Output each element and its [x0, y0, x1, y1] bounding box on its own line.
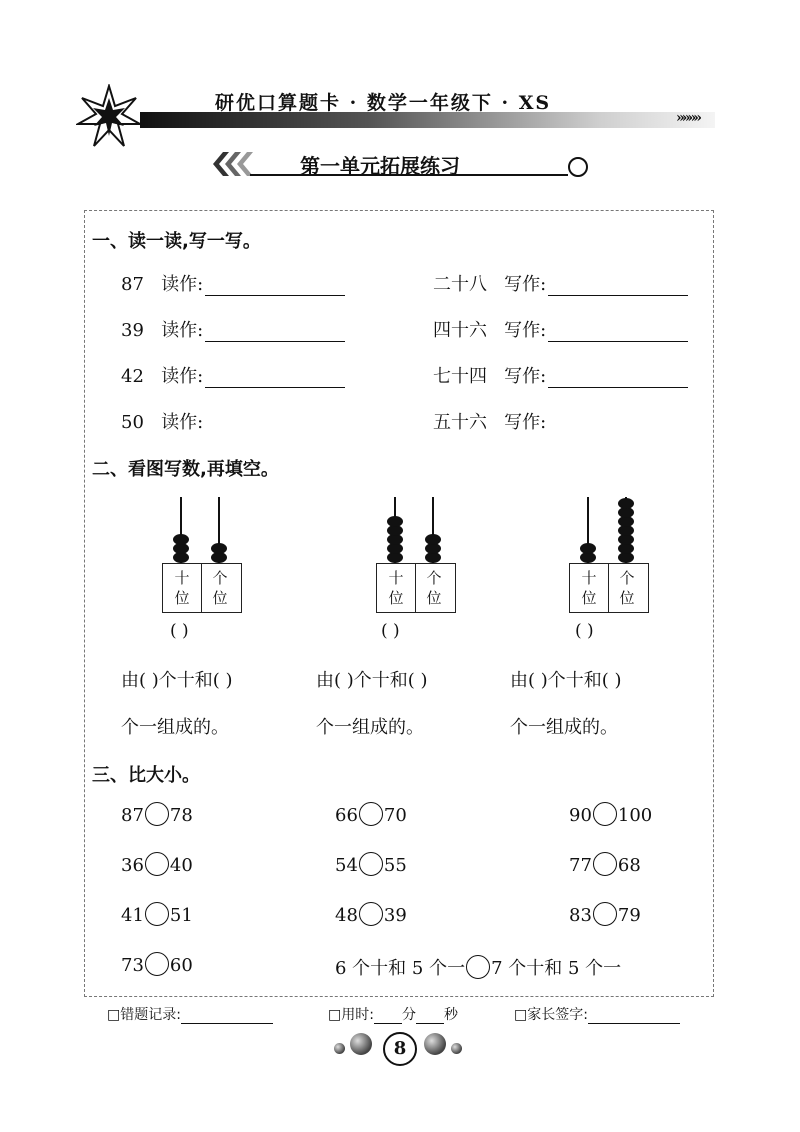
- left-value: 73: [121, 955, 144, 976]
- page-number: 8: [383, 1032, 417, 1066]
- compare-item: [569, 854, 641, 878]
- fill-in-sentence-end: 个一组成的。: [316, 717, 424, 738]
- compare-item: [335, 904, 407, 928]
- left-value: 87: [121, 805, 144, 826]
- answer-line[interactable]: [205, 369, 345, 388]
- write-label: 写作:: [504, 366, 547, 387]
- write-row: [433, 270, 688, 296]
- tens-label: 十位: [581, 569, 597, 607]
- compare-item: [569, 804, 652, 828]
- chevron-icon: [205, 150, 265, 182]
- answer-line[interactable]: [548, 369, 688, 388]
- read-label: 读作:: [161, 412, 204, 433]
- right-value: 68: [617, 855, 641, 876]
- abacus-place-box: [569, 563, 649, 613]
- compare-item: [121, 854, 193, 878]
- error-record-label: □错题记录:: [107, 1007, 181, 1023]
- left-value: 90: [569, 805, 592, 826]
- tens-label: 十位: [174, 569, 190, 607]
- compare-item: [121, 954, 193, 978]
- read-row: [121, 316, 345, 342]
- minutes-line[interactable]: [374, 1009, 402, 1024]
- read-label: 读作:: [161, 274, 204, 295]
- header-title: 研优口算题卡 · 数学一年级下 · XS: [215, 92, 552, 114]
- right-value: 39: [383, 905, 407, 926]
- left-value: 54: [335, 855, 358, 876]
- compare-circle[interactable]: [359, 802, 383, 826]
- abacus-bead: [425, 534, 441, 545]
- abacus: [162, 497, 242, 627]
- minutes-label: 分: [401, 1007, 416, 1023]
- compare-circle[interactable]: [593, 902, 617, 926]
- compare-circle[interactable]: [145, 952, 169, 976]
- write-label: 写作:: [504, 274, 547, 295]
- error-record-line[interactable]: [181, 1009, 273, 1024]
- ones-label: 个位: [212, 569, 228, 607]
- compare-circle[interactable]: [145, 852, 169, 876]
- parent-signature-label: □家长签字:: [514, 1007, 588, 1023]
- abacus-bead: [211, 543, 227, 554]
- decor-dot-icon: [451, 1043, 462, 1054]
- compare-circle[interactable]: [466, 955, 490, 979]
- right-value: 7 个十和 5 个一: [491, 958, 622, 979]
- number: 39: [121, 320, 144, 341]
- time-used: [328, 1004, 458, 1024]
- tens-label: 十位: [388, 569, 404, 607]
- fill-in-sentence-end: 个一组成的。: [510, 717, 618, 738]
- parent-signature: [514, 1004, 680, 1024]
- section2-title: 二、看图写数,再填空。: [92, 459, 279, 480]
- write-row: [433, 362, 688, 388]
- write-row: [433, 316, 688, 342]
- read-label: 读作:: [161, 320, 204, 341]
- right-value: 100: [617, 805, 653, 826]
- unit-title: 第一单元拓展练习: [300, 154, 460, 178]
- read-row: [121, 362, 345, 388]
- read-label: 读作:: [161, 366, 204, 387]
- write-label: 写作:: [504, 320, 547, 341]
- right-value: 51: [169, 905, 193, 926]
- compare-circle[interactable]: [145, 802, 169, 826]
- parent-signature-line[interactable]: [588, 1009, 680, 1024]
- circle-icon: [568, 157, 588, 177]
- abacus-divider: [415, 564, 416, 612]
- compare-item: [335, 804, 407, 828]
- abacus-bead: [387, 516, 403, 527]
- answer-parentheses[interactable]: ( ): [170, 621, 189, 641]
- right-value: 79: [617, 905, 641, 926]
- seconds-label: 秒: [443, 1007, 458, 1023]
- decor-dot-icon: [334, 1043, 345, 1054]
- section3-title: 三、比大小。: [92, 765, 200, 786]
- answer-line[interactable]: [548, 277, 688, 296]
- decor-dot-icon: [350, 1033, 372, 1055]
- left-value: 83: [569, 905, 592, 926]
- compare-item: [569, 904, 641, 928]
- fill-in-sentence: 由( )个十和( ): [510, 670, 622, 691]
- ones-label: 个位: [619, 569, 635, 607]
- abacus-bead: [173, 534, 189, 545]
- chinese-number: 七十四: [433, 366, 487, 387]
- read-row: [121, 408, 203, 434]
- compare-circle[interactable]: [145, 902, 169, 926]
- compare-circle[interactable]: [593, 802, 617, 826]
- left-value: 6 个十和 5 个一: [335, 958, 466, 979]
- abacus-place-box: [376, 563, 456, 613]
- answer-parentheses[interactable]: ( ): [381, 621, 400, 641]
- abacus-bead: [618, 498, 634, 509]
- abacus: [569, 497, 649, 627]
- abacus-bead: [580, 543, 596, 554]
- answer-line[interactable]: [205, 277, 345, 296]
- answer-line[interactable]: [548, 323, 688, 342]
- number: 42: [121, 366, 144, 387]
- right-value: 70: [383, 805, 407, 826]
- time-label: □用时:: [328, 1007, 374, 1023]
- compare-item: [335, 854, 407, 878]
- compare-item: [121, 804, 193, 828]
- chinese-number: 四十六: [433, 320, 487, 341]
- left-value: 36: [121, 855, 144, 876]
- left-value: 41: [121, 905, 144, 926]
- right-value: 55: [383, 855, 407, 876]
- abacus-divider: [608, 564, 609, 612]
- abacus: [376, 497, 456, 627]
- ones-label: 个位: [426, 569, 442, 607]
- chinese-number: 五十六: [433, 412, 487, 433]
- compare-item: [121, 904, 193, 928]
- right-value: 78: [169, 805, 193, 826]
- fill-in-sentence: 由( )个十和( ): [121, 670, 233, 691]
- header-arrows: »»»»: [676, 110, 699, 126]
- left-value: 77: [569, 855, 592, 876]
- abacus-divider: [201, 564, 202, 612]
- left-value: 66: [335, 805, 358, 826]
- answer-line[interactable]: [205, 323, 345, 342]
- compare-circle[interactable]: [593, 852, 617, 876]
- decor-dot-icon: [424, 1033, 446, 1055]
- number: 87: [121, 274, 144, 295]
- write-label: 写作:: [504, 412, 547, 433]
- chinese-number: 二十八: [433, 274, 487, 295]
- number: 50: [121, 412, 144, 433]
- compare-item: [335, 954, 621, 981]
- answer-parentheses[interactable]: ( ): [575, 621, 594, 641]
- seconds-line[interactable]: [416, 1009, 444, 1024]
- fill-in-sentence: 由( )个十和( ): [316, 670, 428, 691]
- right-value: 60: [169, 955, 193, 976]
- section1-title: 一、读一读,写一写。: [92, 231, 261, 252]
- abacus-place-box: [162, 563, 242, 613]
- write-row: [433, 408, 546, 434]
- header-star-logo: [76, 84, 142, 154]
- compare-circle[interactable]: [359, 902, 383, 926]
- compare-circle[interactable]: [359, 852, 383, 876]
- left-value: 48: [335, 905, 358, 926]
- error-record: [107, 1004, 273, 1024]
- right-value: 40: [169, 855, 193, 876]
- read-row: [121, 270, 345, 296]
- fill-in-sentence-end: 个一组成的。: [121, 717, 229, 738]
